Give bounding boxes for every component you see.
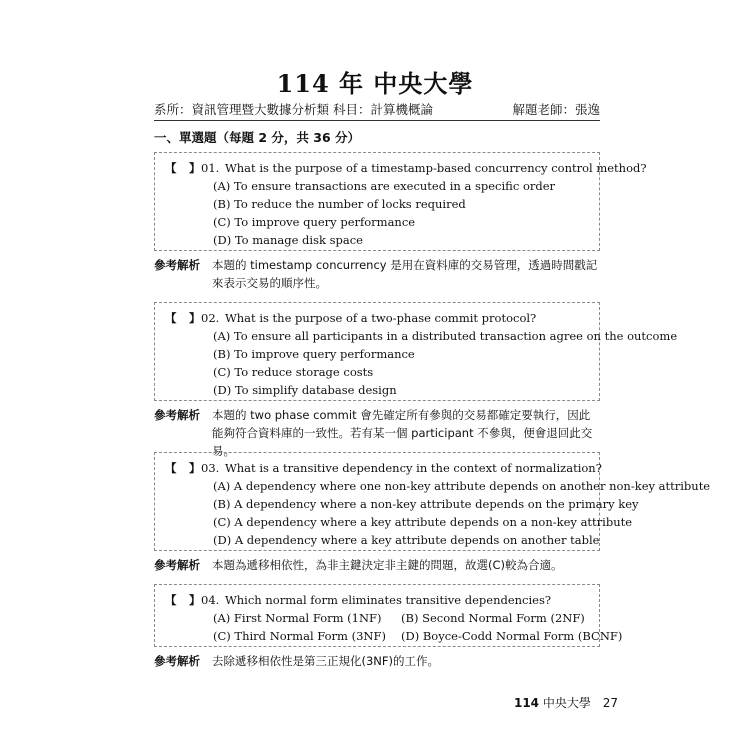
analysis-03 <box>154 556 600 574</box>
footer-year: 114 <box>513 696 540 710</box>
question-line <box>165 309 589 327</box>
footer-school: 中央大學 <box>542 696 591 710</box>
analysis-label: 參考解析 <box>154 408 200 422</box>
option-d: (D) To simplify database design <box>213 383 397 397</box>
question-line <box>165 591 589 609</box>
option-b: (B) Second Normal Form (2NF) <box>401 611 585 625</box>
option-c: (C) A dependency where a key attribute depends on a non-key attribute <box>213 515 633 529</box>
option-c: (C) Third Normal Form (3NF) <box>213 629 386 643</box>
page-title: 114 年 中央大學 <box>276 69 474 98</box>
option-a: (A) To ensure transactions are executed in a specific order <box>213 179 556 193</box>
option-c: (C) To improve query performance <box>213 215 416 229</box>
question-number: 01. <box>201 161 220 175</box>
answer-bracket: 【 】 <box>165 311 201 325</box>
question-number: 02. <box>201 311 220 325</box>
analysis-text: 去除遞移相依性是第三正規化(3NF)的工作。 <box>212 654 440 668</box>
analysis-label: 參考解析 <box>154 654 200 668</box>
page-number: 27 <box>602 696 618 710</box>
answer-bracket: 【 】 <box>165 161 201 175</box>
question-number: 04. <box>201 593 220 607</box>
option-a: (A) To ensure all participants in a distributed transaction agree on the outcome <box>213 329 678 343</box>
teacher-name: 解題老師：張逸 <box>512 102 600 117</box>
analysis-label: 參考解析 <box>154 258 200 272</box>
analysis-text: 本題的 two phase commit 會先確定所有參與的交易都確定要執行，因此能夠符合資料庫的一致性。若有某一個 participant 不參與，便會退回此交易。 <box>212 408 593 458</box>
question-box-02 <box>154 302 678 401</box>
options-grid <box>165 609 623 645</box>
option-a: (A) A dependency where one non-key attribute depends on another non-key attribute <box>213 479 711 493</box>
question-line <box>165 159 647 177</box>
option-c: (C) To reduce storage costs <box>213 365 374 379</box>
analysis-text: 本題的 timestamp concurrency 是用在資料庫的交易管理，透過時間戳記來表示交易的順序性。 <box>212 258 598 290</box>
question-text: What is a transitive dependency in the context of normalization? <box>224 461 602 475</box>
analysis-01 <box>154 256 600 292</box>
department-subject: 系所：資訊管理暨大數據分析類 科目：計算機概論 <box>154 102 433 117</box>
option-b: (B) To improve query performance <box>213 347 415 361</box>
question-number: 03. <box>201 461 220 475</box>
question-box-01 <box>154 152 647 251</box>
answer-bracket: 【 】 <box>165 461 201 475</box>
question-box-03 <box>154 452 711 551</box>
question-text: What is the purpose of a timestamp-based concurrency control method? <box>224 161 647 175</box>
question-line <box>165 459 602 477</box>
option-d: (D) A dependency where a key attribute depends on another table <box>213 533 600 547</box>
analysis-label: 參考解析 <box>154 558 200 572</box>
analysis-text: 本題為遞移相依性，為非主鍵決定非主鍵的問題，故選(C)較為合適。 <box>212 558 563 572</box>
option-a: (A) First Normal Form (1NF) <box>213 611 382 625</box>
option-b: (B) A dependency where a non-key attribute depends on the primary key <box>213 497 639 511</box>
section-heading: 一、單選題（每題 2 分，共 36 分） <box>154 130 361 145</box>
exam-meta-row <box>154 100 600 121</box>
question-box-04 <box>154 584 623 647</box>
question-text: Which normal form eliminates transitive dependencies? <box>224 593 552 607</box>
analysis-04 <box>154 652 600 670</box>
option-b: (B) To reduce the number of locks required <box>213 197 466 211</box>
question-text: What is the purpose of a two-phase commit protocol? <box>224 311 537 325</box>
option-d: (D) Boyce-Codd Normal Form (BCNF) <box>401 629 623 643</box>
page-footer <box>514 694 618 711</box>
option-d: (D) To manage disk space <box>213 233 363 247</box>
answer-bracket: 【 】 <box>165 593 201 607</box>
